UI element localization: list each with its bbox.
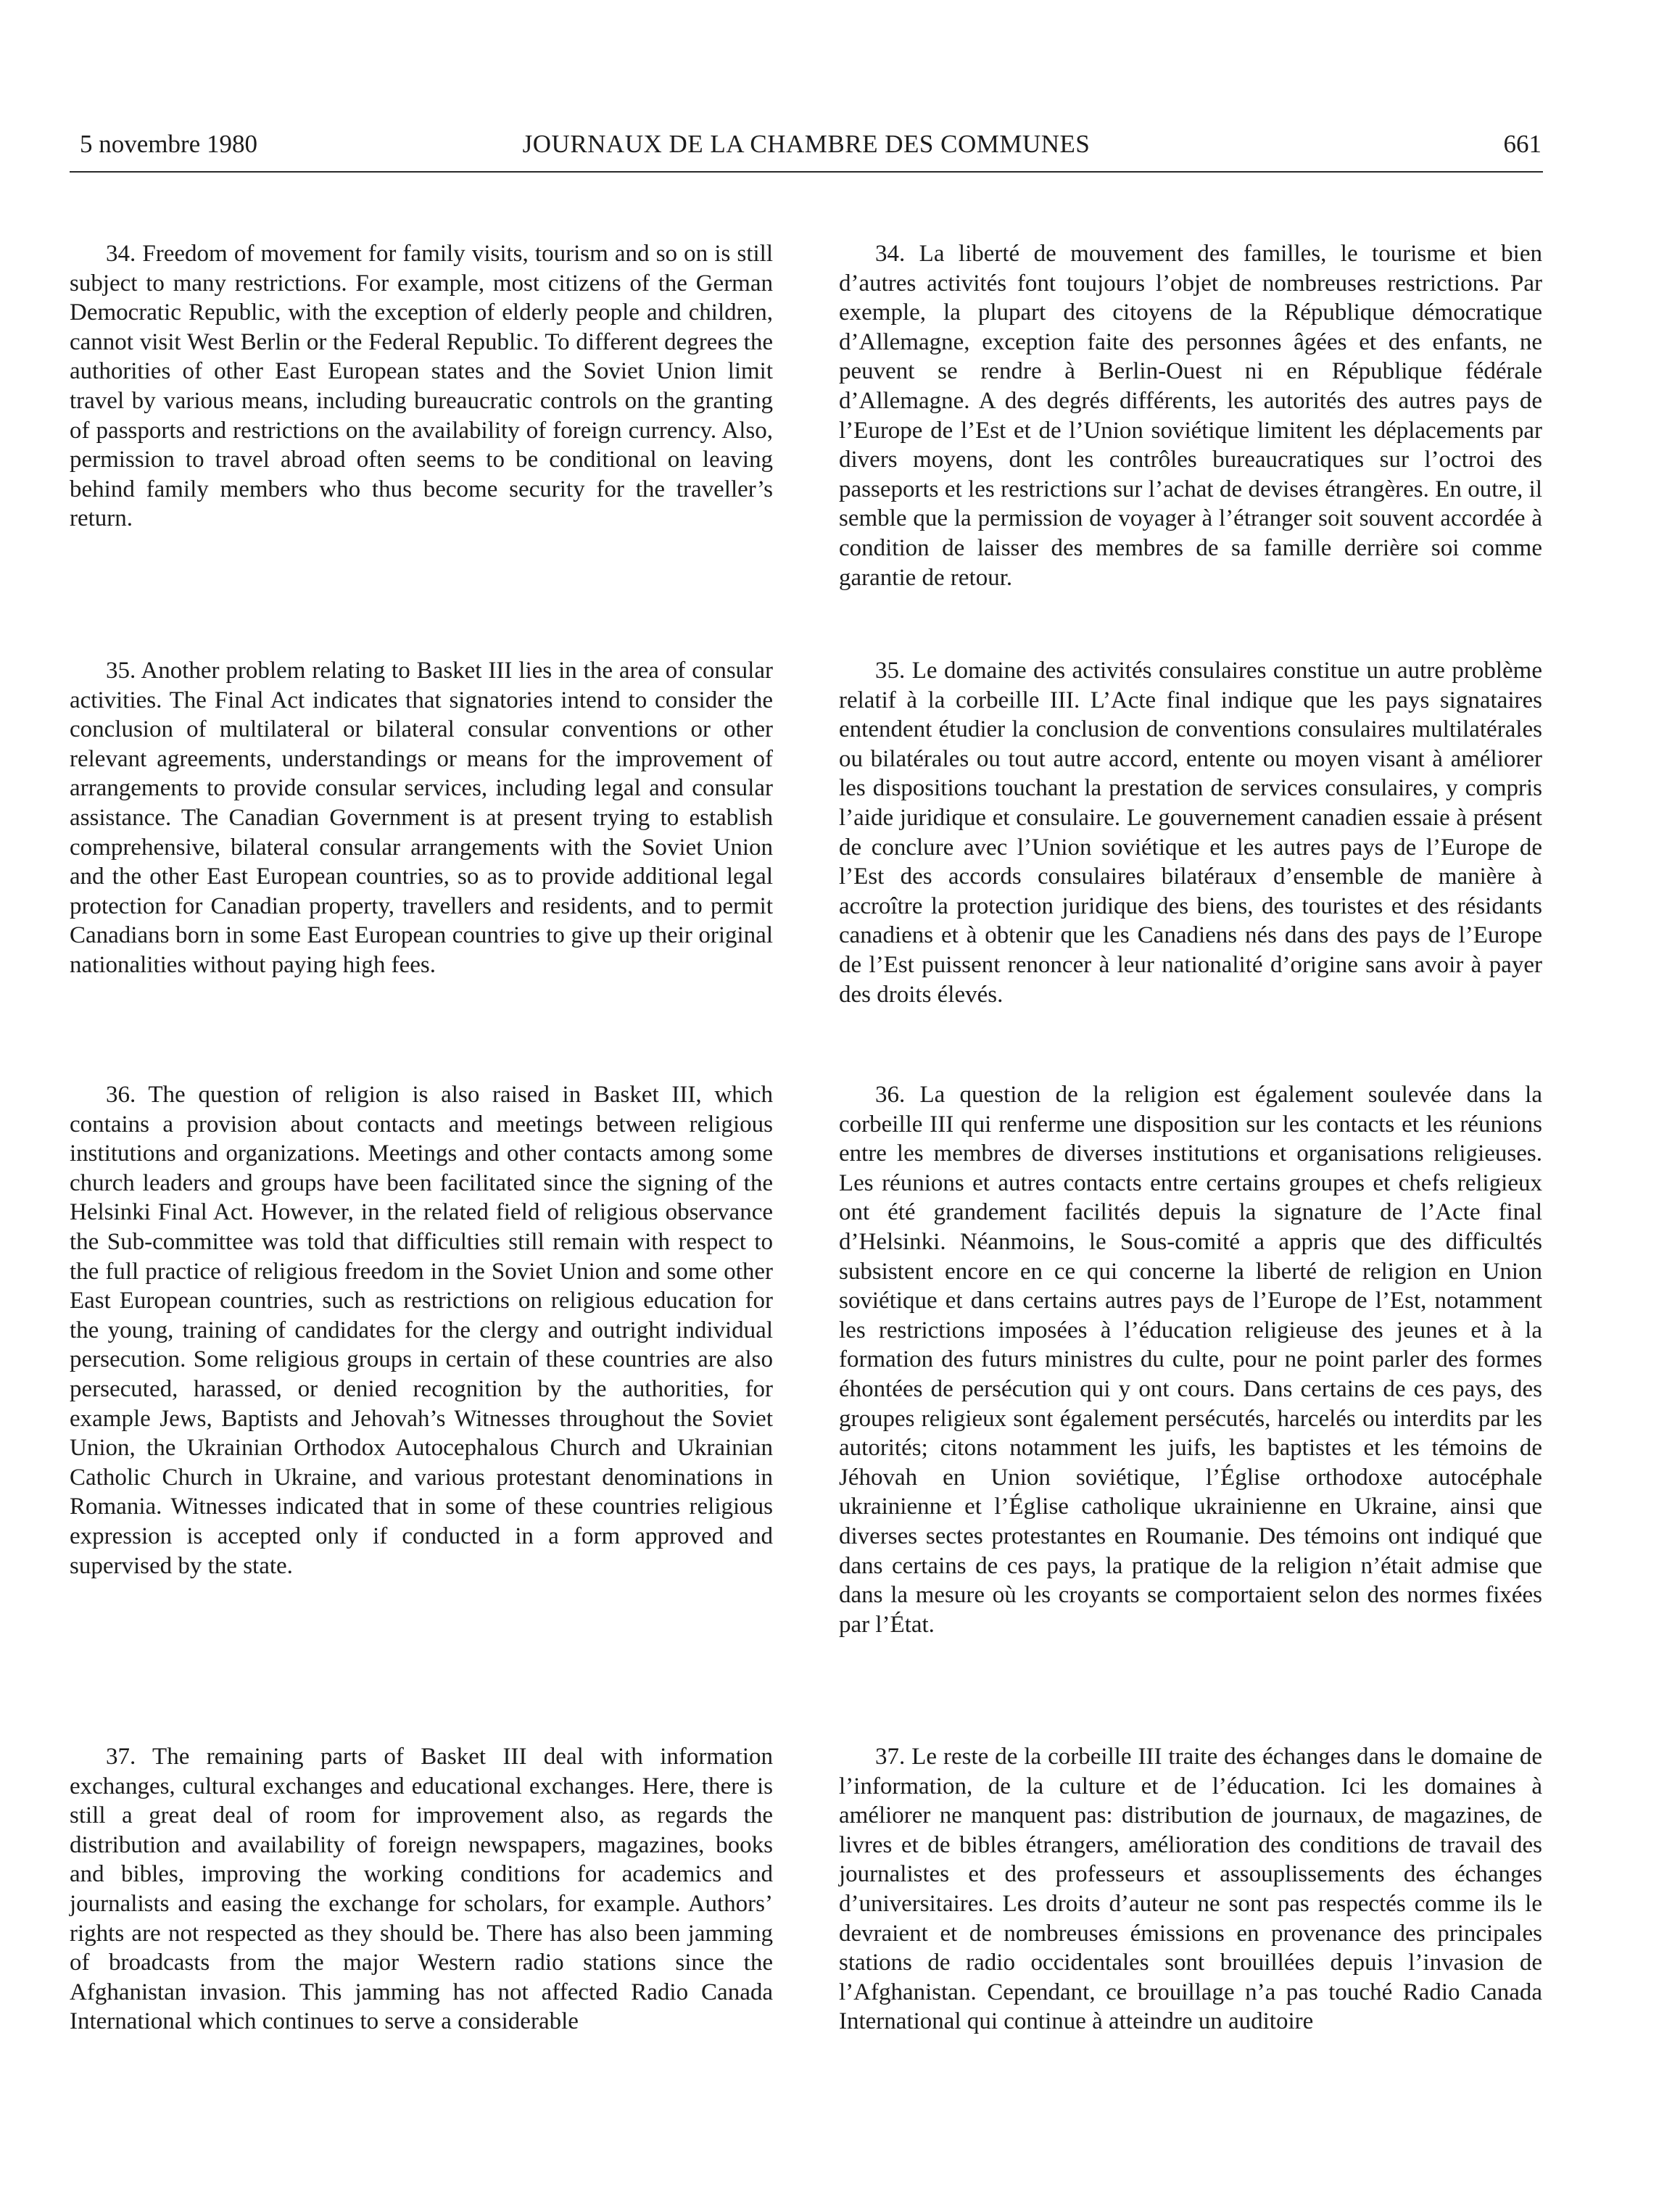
header-title: JOURNAUX DE LA CHAMBRE DES COMMUNES [522,130,1091,158]
paragraph-34-english: 34. Freedom of movement for family visits, tourism and so on is still subject to many restrictions. For example, most citizens of the German Democratic Republic, with the exception of elderly people and children, cannot visit West Berlin or the Federal Republic. To different degrees the authorities of other East European states and the Soviet Union limit travel by various means, including bureaucratic controls on the granting of passports and restrictions on the availability of foreign currency. Also, permission to travel abroad often seems to be conditional on leaving behind family members who thus become security for the traveller’s return. [70,241,773,532]
paragraph-37-french: 37. Le reste de la corbeille III traite des échanges dans le domaine de l’information, de la culture et de l’éducation. Ici les domaines à améliorer ne manquent pas: distribution de journaux, de magazines, de livres et de bibles étrangers, amélioration des conditions de travail des journalistes et des professeurs et assouplissements des échanges d’universitaires. Les droits d’auteur ne sont pas respectés comme ils le devraient et de nombreuses émissions en provenance des principales stations de radio occidentales sont brouillées depuis l’invasion de l’Afghanistan. Cependant, ce brouillage n’a pas touché Radio Canada International qui continue à atteindre un auditoire [839,1744,1542,2035]
paragraph-36-french: 36. La question de la religion est également soulevée dans la corbeille III qui renferme une disposition sur les contacts et les réunions entre les membres de diverses institutions et organisations religieuses. Les réunions et autres contacts entre certains groupes et chefs religieux ont été grandement facilités depuis la signature de l’Acte final d’Helsinki. Néanmoins, le Sous-comité a appris que des difficultés subsistent encore en ce qui concerne la liberté de religion en Union soviétique et dans certains autres pays de l’Europe de l’Est, notamment les restrictions imposées à l’éducation religieuse des jeunes et à la formation des futurs ministres du culte, pour ne point parler des formes éhontées de persécution qui y ont cours. Dans certains de ces pays, des groupes religieux sont également persécutés, harcelés ou interdits par les autorités; citons notamment les juifs, les baptistes et les témoins de Jéhovah en Union soviétique, l’Église orthodoxe autocéphale ukrainienne et l’Église catholique ukrainienne en Ukraine, ainsi que diverses sectes protestantes en Roumanie. Des témoins ont indiqué que dans certains de ces pays, la pratique de la religion n’était admise que dans la mesure où les croyants se comportaient selon des normes fixées par l’État. [839,1082,1542,1638]
paragraph-37-english: 37. The remaining parts of Basket III deal with information exchanges, cultural exchanges and educational exchanges. Here, there is still a great deal of room for improvement also, as regards the distribution and availability of foreign newspapers, magazines, books and bibles, improving the working conditions for academics and journalists and easing the exchange for scholars, for example. Authors’ rights are not respected as they should be. There has also been jamming of broadcasts from the major Western radio stations since the Afghanistan invasion. This jamming has not affected Radio Canada International which continues to serve a considerable [70,1744,773,2035]
header-date: 5 novembre 1980 [80,130,257,158]
paragraph-35-french: 35. Le domaine des activités consulaires constitue un autre problème relatif à la corbeille III. L’Acte final indique que les pays signataires entendent étudier la conclusion de conventions consulaires multilatérales ou bilatérales ou tout autre accord, entente ou moyen visant à améliorer les dispositions touchant la prestation de services consulaires, y compris l’aide juridique et consulaire. Le gouvernement canadien essaie à présent de conclure avec l’Union soviétique et les autres pays de l’Europe de l’Est des accords consulaires bilatéraux d’ensemble de manière à accroître la protection juridique des biens, des touristes et des résidants canadiens et à obtenir que les Canadiens nés dans des pays de l’Europe de l’Est puissent renoncer à leur nationalité d’origine sans avoir à payer des droits élevés. [839,658,1542,1008]
paragraph-34-french: 34. La liberté de mouvement des familles, le tourisme et bien d’autres activités font toujours l’objet de nombreuses restrictions. Par exemple, la plupart des citoyens de la République démocratique d’Allemagne, exception faite des personnes âgées et des enfants, ne peuvent se rendre à Berlin-Ouest ni en République fédérale d’Allemagne. A des degrés différents, les autorités des autres pays de l’Europe de l’Est et de l’Union soviétique limitent les déplacements par divers moyens, dont les contrôles bureaucratiques sur l’octroi des passeports et les restrictions sur l’achat de devises étrangères. En outre, il semble que la permission de voyager à l’étranger soit souvent accordée à condition de laisser des membres de sa famille derrière soi comme garantie de retour. [839,241,1542,591]
page-header [70,128,1543,173]
paragraph-35-english: 35. Another problem relating to Basket III lies in the area of consular activities. The Final Act indicates that signatories intend to consider the conclusion of multilateral or bilateral consular conventions or other relevant agreements, understandings or means for the improvement of arrangements to provide consular services, including legal and consular assistance. The Canadian Government is at present trying to establish comprehensive, bilateral consular arrangements with the Soviet Union and the other East European countries, so as to provide additional legal protection for Canadian property, travellers and residents, and to permit Canadians born in some East European countries to give up their original nationalities without paying high fees. [70,658,773,978]
paragraph-36-english: 36. The question of religion is also raised in Basket III, which contains a provision about contacts and meetings between religious institutions and organizations. Meetings and other contacts among some church leaders and groups have been facilitated since the signing of the Helsinki Final Act. However, in the related field of religious observance the Sub-committee was told that difficulties still remain with respect to the full practice of religious freedom in the Soviet Union and some other East European countries, such as restrictions on religious education for the young, training of candidates for the clergy and outright individual persecution. Some religious groups in certain of these countries are also persecuted, harassed, or denied recognition by the authorities, for example Jews, Baptists and Jehovah’s Witnesses throughout the Soviet Union, the Ukrainian Orthodox Autocephalous Church and Ukrainian Catholic Church in Ukraine, and various protestant denominations in Romania. Witnesses indicated that in some of these countries religious expression is accepted only if conducted in a form approved and supervised by the state. [70,1082,773,1579]
page-number: 661 [1503,130,1542,158]
